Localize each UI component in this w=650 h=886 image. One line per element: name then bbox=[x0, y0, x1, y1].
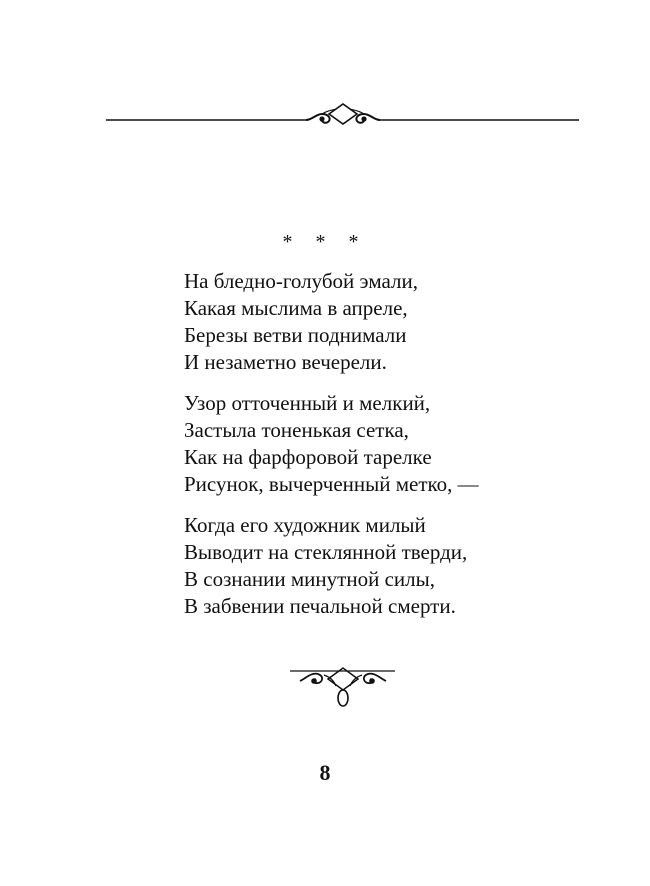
stanza-1 bbox=[184, 268, 604, 376]
poem-line: В сознании минутной силы, bbox=[184, 567, 435, 591]
stanza-2 bbox=[184, 390, 604, 498]
poem-line: Рисунок, вычерченный метко, — bbox=[184, 472, 479, 496]
poem-line: Когда его художник милый bbox=[184, 513, 426, 537]
poem-line: Застыла тоненькая сетка, bbox=[184, 418, 409, 442]
asterism-separator: * * * bbox=[282, 231, 368, 253]
stanza-3 bbox=[184, 512, 604, 620]
top-rule-ornament-icon bbox=[0, 96, 650, 130]
poem-line: В забвении печальной смерти. bbox=[184, 594, 456, 618]
poem-line: На бледно-голубой эмали, bbox=[184, 269, 418, 293]
poem-line: Березы ветви поднимали bbox=[184, 323, 407, 347]
poem-line: И незаметно вечерели. bbox=[184, 350, 387, 374]
poem-line: Выводит на стеклянной тверди, bbox=[184, 540, 468, 564]
vignette-ornament-icon bbox=[0, 660, 650, 710]
poem-line: Какая мыслима в апреле, bbox=[184, 296, 408, 320]
poem-line: Как на фарфоровой тарелке bbox=[184, 445, 432, 469]
poem-line: Узор отточенный и мелкий, bbox=[184, 391, 431, 415]
page-number: 8 bbox=[319, 760, 331, 785]
poem bbox=[184, 268, 604, 634]
